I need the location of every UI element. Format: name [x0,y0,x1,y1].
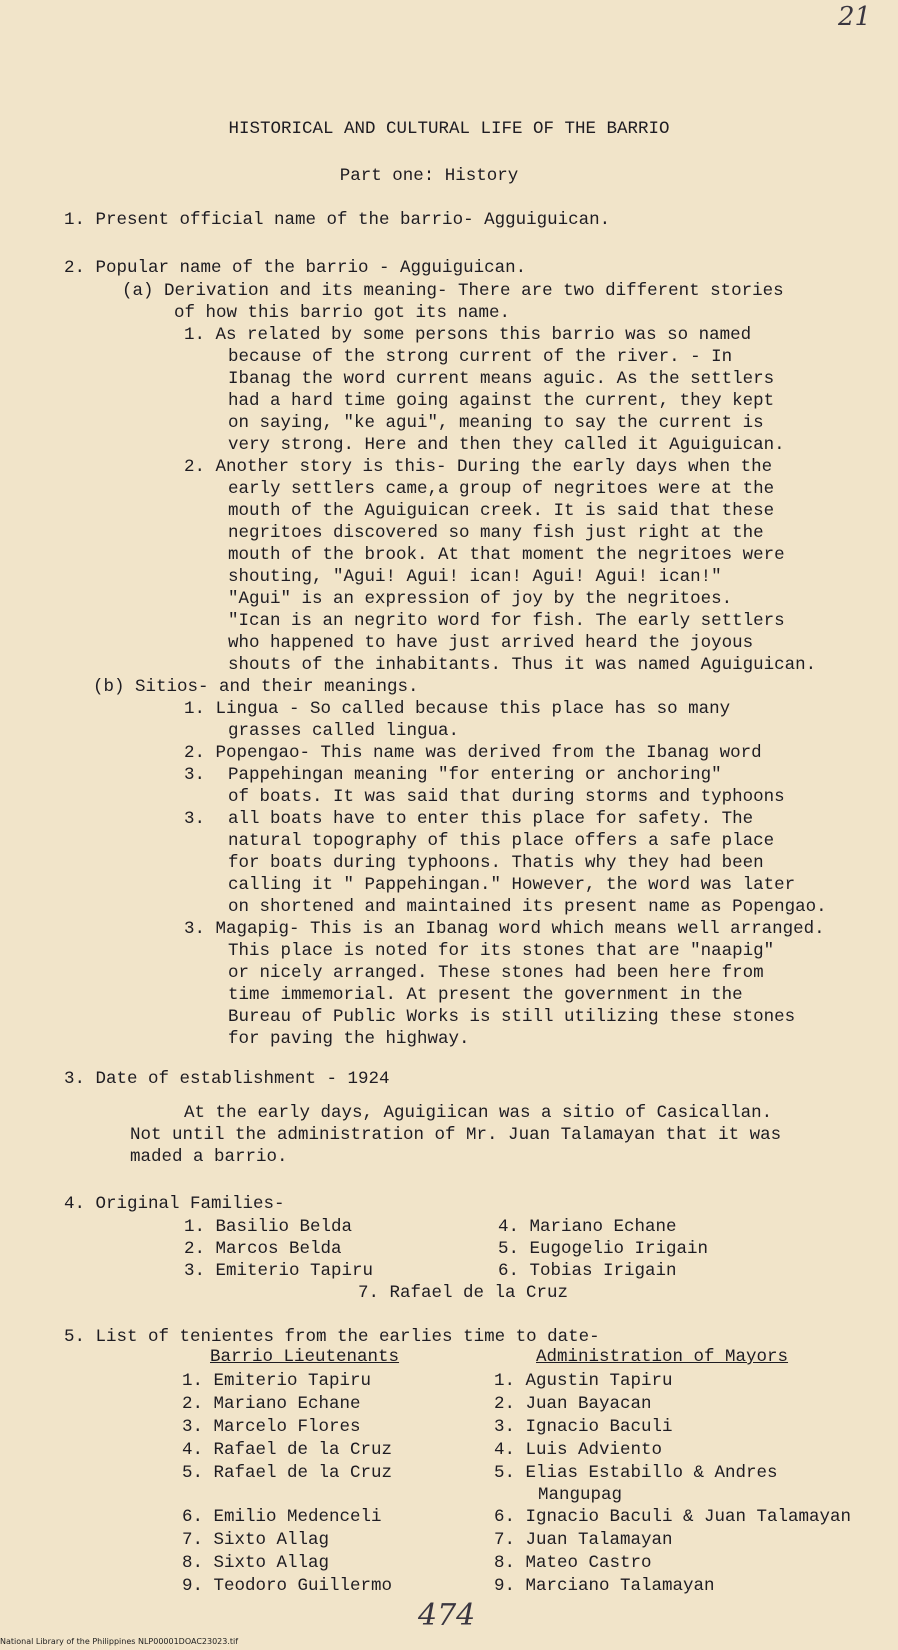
sitio-2-line: Pappehingan meaning "for entering or anchoring" [228,765,722,785]
story-2-line: shouting, "Agui! Agui! ican! Agui! Agui! ican!" [228,567,722,587]
story-2-line: shouts of the inhabitants. Thus it was named Aguiguican. [228,655,817,675]
sitio-2-line: 2. Popengao- This name was derived from the Ibanag word [184,743,762,763]
mayor-item: 8. Mateo Castro [494,1553,652,1573]
story-2-line: mouth of the Aguiguican creek. It is said that these [228,501,775,521]
story-1-line: because of the strong current of the river. - In [228,347,733,367]
lieutenant-item: 7. Sixto Allag [182,1530,330,1550]
sitio-3-line: or nicely arranged. These stones had been here from [228,963,764,983]
item-2a-line: (a) Derivation and its meaning- There are two different stories [122,281,784,301]
item-2b-heading: (b) Sitios- and their meanings. [93,677,419,697]
mayor-item: 5. Elias Estabillo & Andres [494,1463,778,1483]
sitio-3-line: for paving the highway. [228,1029,470,1049]
story-1-line: very strong. Here and then they called it Aguiguican. [228,435,785,455]
mayor-item: 6. Ignacio Baculi & Juan Talamayan [494,1507,852,1527]
lieutenant-item: 4. Rafael de la Cruz [182,1440,393,1460]
handwritten-bottom-number: 474 [418,1598,476,1633]
sitio-3-line: 3. Magapig- This is an Ibanag word which means well arranged. [184,919,825,939]
sitio-2-margin-mark: 3. [184,765,206,785]
lieutenants-column-title: Barrio Lieutenants [210,1347,400,1367]
story-1-line: had a hard time going against the current, they kept [228,391,775,411]
item-2a-line: of how this barrio got its name. [174,303,511,323]
sitio-2-line: calling it " Pappehingan." However, the word was later [228,875,796,895]
mayor-item: 1. Agustin Tapiru [494,1371,673,1391]
lieutenant-item: 1. Emiterio Tapiru [182,1371,372,1391]
family-right: 6. Tobias Irigain [498,1261,677,1281]
family-left: 3. Emiterio Tapiru [184,1261,374,1281]
item-3-line: At the early days, Aguigiican was a sitio of Casicallan. [184,1103,773,1123]
sitio-3-line: Bureau of Public Works is still utilizing these stones [228,1007,796,1027]
item-4-heading: 4. Original Families- [64,1194,285,1214]
sitio-2-line: of boats. It was said that during storms and typhoons [228,787,785,807]
sitio-2-line: all boats have to enter this place for safety. The [228,809,754,829]
item-3-line: maded a barrio. [130,1147,288,1167]
mayor-item: 7. Juan Talamayan [494,1530,673,1550]
mayors-column-title: Administration of Mayors [536,1347,789,1367]
story-2-line: 2. Another story is this- During the early days when the [184,457,773,477]
handwritten-page-number: 21 [838,2,872,32]
lieutenant-item: 8. Sixto Allag [182,1553,330,1573]
lieutenant-item: 2. Mariano Echane [182,1394,361,1414]
sitio-2-line: on shortened and maintained its present name as Popengao. [228,897,827,917]
story-2-line: mouth of the brook. At that moment the negritoes were [228,545,785,565]
family-right: 5. Eugogelio Irigain [498,1239,709,1259]
mayor-item: 3. Ignacio Baculi [494,1417,673,1437]
story-1-line: 1. As related by some persons this barrio was so named [184,325,752,345]
sitio-2-line: natural topography of this place offers a safe place [228,831,775,851]
document-title: HISTORICAL AND CULTURAL LIFE OF THE BARRIO [228,119,670,139]
sitio-2-margin-mark: 3. [184,809,206,829]
mayor-item: 2. Juan Bayacan [494,1394,652,1414]
sitio-3-line: time immemorial. At present the government in the [228,985,743,1005]
sitio-2-line: for boats during typhoons. Thatis why they had been [228,853,764,873]
lieutenant-item: 5. Rafael de la Cruz [182,1463,393,1483]
story-2-line: early settlers came,a group of negritoes were at the [228,479,775,499]
mayor-item: 9. Marciano Talamayan [494,1576,715,1596]
item-3-heading: 3. Date of establishment - 1924 [64,1069,390,1089]
family-center: 7. Rafael de la Cruz [358,1283,569,1303]
story-1-line: on saying, "ke agui", meaning to say the current is [228,413,764,433]
sitio-1-line: 1. Lingua - So called because this place has so many [184,699,731,719]
archive-footer: National Library of the Philippines NLP00001DOAC23023.tif [0,1637,239,1646]
sitio-3-line: This place is noted for its stones that are "naapig" [228,941,775,961]
sitio-1-line: grasses called lingua. [228,721,460,741]
item-1: 1. Present official name of the barrio- Agguiguican. [64,210,611,230]
lieutenant-item: 3. Marcelo Flores [182,1417,361,1437]
family-right: 4. Mariano Echane [498,1217,677,1237]
story-1-line: Ibanag the word current means aguic. As the settlers [228,369,775,389]
item-2-heading: 2. Popular name of the barrio - Agguiguican. [64,258,527,278]
story-2-line: negritoes discovered so many fish just right at the [228,523,764,543]
story-2-line: "Agui" is an expression of joy by the negritoes. [228,589,733,609]
story-2-line: "Ican is an negrito word for fish. The early settlers [228,611,785,631]
family-left: 2. Marcos Belda [184,1239,342,1259]
story-2-line: who happened to have just arrived heard the joyous [228,633,754,653]
item-3-line: Not until the administration of Mr. Juan Talamayan that it was [130,1125,782,1145]
lieutenant-item: 9. Teodoro Guillermo [182,1576,393,1596]
item-5-heading: 5. List of tenientes from the earlies time to date- [64,1327,600,1347]
lieutenant-item: 6. Emilio Medenceli [182,1507,382,1527]
part-heading: Part one: History [339,166,519,186]
mayor-item-continued: Mangupag [538,1485,623,1505]
mayor-item: 4. Luis Adviento [494,1440,663,1460]
family-left: 1. Basilio Belda [184,1217,353,1237]
